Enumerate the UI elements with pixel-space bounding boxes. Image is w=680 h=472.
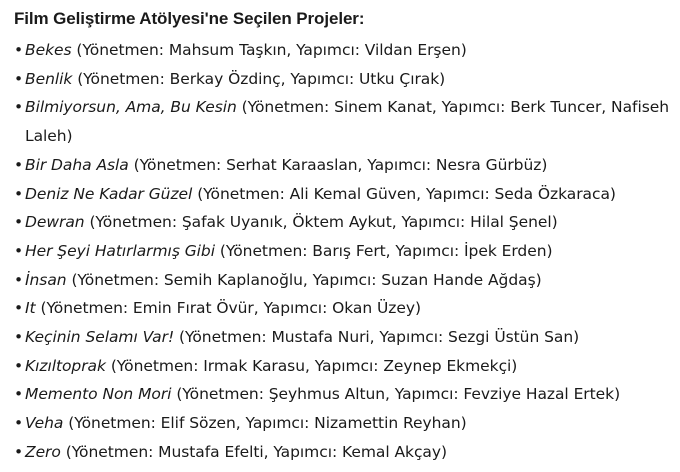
project-entry xyxy=(25,208,674,237)
film-title: Bekes xyxy=(25,41,72,59)
project-entry xyxy=(25,266,674,295)
film-title: Memento Non Mori xyxy=(25,385,172,404)
page-title: Film Geliştirme Atölyesi'ne Seçilen Projeler: xyxy=(14,9,365,28)
list-item xyxy=(14,409,674,438)
project-entry xyxy=(25,409,674,438)
project-entry xyxy=(25,380,674,409)
film-title: Keçinin Selamı Var! xyxy=(25,328,175,347)
project-list xyxy=(14,36,674,467)
project-entry xyxy=(25,93,674,150)
list-item xyxy=(14,151,674,180)
film-credits: (Yönetmen: Sinem Kanat, Yapımcı: Berk Tuncer, Nafiseh Laleh) xyxy=(25,98,669,146)
bullet-icon: • xyxy=(14,213,24,232)
bullet-icon: • xyxy=(14,69,24,88)
film-credits: (Yönetmen: Şeyhmus Altun, Yapımcı: Fevziye Hazal Ertek) xyxy=(176,385,621,404)
bullet-icon: • xyxy=(14,414,24,433)
film-credits: (Yönetmen: Mahsum Taşkın, Yapımcı: Vildan Erşen) xyxy=(76,41,467,59)
project-entry xyxy=(25,65,674,94)
film-credits: (Yönetmen: Berkay Özdinç, Yapımcı: Utku Çırak) xyxy=(77,69,446,88)
bullet-icon: • xyxy=(14,442,24,461)
list-item xyxy=(14,65,674,94)
film-title: Dewran xyxy=(25,213,85,232)
film-title: Bir Daha Asla xyxy=(25,155,129,174)
project-entry xyxy=(25,151,674,180)
film-credits: (Yönetmen: Elif Sözen, Yapımcı: Nizamettin Reyhan) xyxy=(68,414,467,433)
list-item xyxy=(14,323,674,352)
film-title: Zero xyxy=(25,442,61,461)
bullet-icon: • xyxy=(14,155,24,174)
bullet-icon: • xyxy=(14,241,24,260)
film-title: Kızıltoprak xyxy=(25,356,106,375)
film-credits: (Yönetmen: Emin Fırat Övür, Yapımcı: Okan Üzey) xyxy=(40,299,422,318)
project-entry xyxy=(25,294,674,323)
bullet-icon: • xyxy=(14,299,24,318)
film-title: It xyxy=(25,299,36,318)
film-title: İnsan xyxy=(25,270,67,289)
bullet-icon: • xyxy=(14,98,24,117)
film-title: Bilmiyorsun, Ama, Bu Kesin xyxy=(25,98,237,117)
list-item xyxy=(14,380,674,409)
list-item xyxy=(14,237,674,266)
bullet-icon: • xyxy=(14,184,24,203)
film-credits: (Yönetmen: Mustafa Nuri, Yapımcı: Sezgi Üstün San) xyxy=(179,328,580,347)
project-entry xyxy=(25,323,674,352)
list-item xyxy=(14,36,674,65)
film-title: Benlik xyxy=(25,69,73,88)
bullet-icon: • xyxy=(14,385,24,404)
project-entry xyxy=(25,438,674,467)
list-item xyxy=(14,93,674,150)
film-credits: (Yönetmen: Irmak Karasu, Yapımcı: Zeynep Ekmekçi) xyxy=(110,356,518,375)
bullet-icon: • xyxy=(14,356,24,375)
project-entry xyxy=(25,180,674,209)
bullet-icon: • xyxy=(14,270,24,289)
film-title: Deniz Ne Kadar Güzel xyxy=(25,184,193,203)
project-entry xyxy=(25,352,674,381)
film-credits: (Yönetmen: Mustafa Efelti, Yapımcı: Kemal Akçay) xyxy=(65,442,447,461)
project-entry xyxy=(25,36,674,65)
bullet-icon: • xyxy=(14,41,24,59)
list-item xyxy=(14,180,674,209)
bullet-icon: • xyxy=(14,328,24,347)
list-item xyxy=(14,208,674,237)
list-item xyxy=(14,352,674,381)
film-credits: (Yönetmen: Şafak Uyanık, Öktem Aykut, Yapımcı: Hilal Şenel) xyxy=(89,213,558,232)
film-credits: (Yönetmen: Ali Kemal Güven, Yapımcı: Seda Özkaraca) xyxy=(197,184,616,203)
list-item xyxy=(14,266,674,295)
project-entry xyxy=(25,237,674,266)
film-title: Her Şeyi Hatırlarmış Gibi xyxy=(25,241,215,260)
film-credits: (Yönetmen: Semih Kaplanoğlu, Yapımcı: Suzan Hande Ağdaş) xyxy=(71,270,542,289)
film-credits: (Yönetmen: Serhat Karaaslan, Yapımcı: Nesra Gürbüz) xyxy=(133,155,548,174)
list-item xyxy=(14,438,674,467)
film-title: Veha xyxy=(25,414,64,433)
film-credits: (Yönetmen: Barış Fert, Yapımcı: İpek Erden) xyxy=(219,241,553,260)
list-item xyxy=(14,294,674,323)
